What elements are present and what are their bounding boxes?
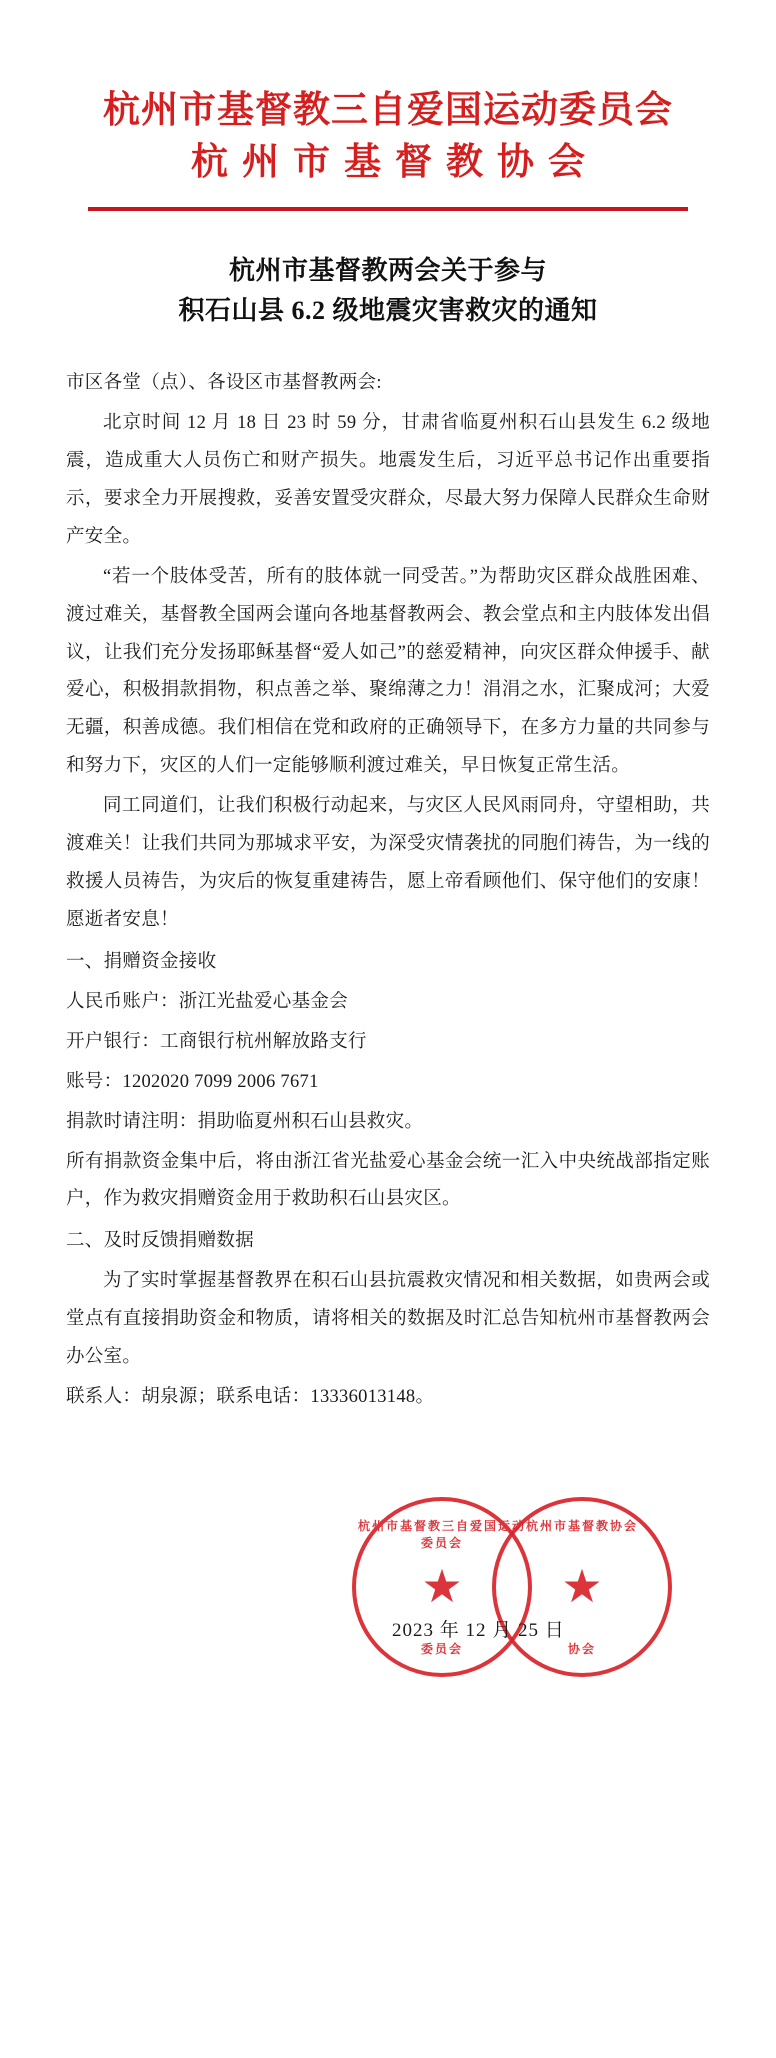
seal-2-top-text: 杭州市基督教协会 — [525, 1518, 638, 1533]
seal-1-top-text: 杭州市基督教三自爱国运动委员会 — [357, 1518, 526, 1550]
paragraph-2: “若一个肢体受苦，所有的肢体就一同受苦。”为帮助灾区群众战胜困难、渡过难关，基督教全国两会谨向各地基督教两会、教会堂点和主内肢体发出倡议，让我们充分发扬耶稣基督“爱人如己”的慈爱精神，向灾区群众伸援手、献爱心，积极捐款捐物，积点善之举、聚绵薄之力！涓涓之水，汇聚成河；大爱无疆，积善成德。我们相信在党和政府的正确领导下，在多方力量的共同参与和努力下，灾区的人们一定能够顺利渡过难关，早日恢复正常生活。 — [66, 566, 710, 777]
seal-1-bottom-text: 委员会 — [420, 1641, 463, 1656]
section-1-line-1: 人民币账户：浙江光盐爱心基金会 — [66, 991, 349, 1012]
letterhead-line-1: 杭州市基督教三自爱国运动委员会 — [103, 87, 673, 131]
section-1-line-3: 账号：1202020 7099 2006 7671 — [66, 1071, 319, 1092]
seal-2-bottom-text: 协会 — [567, 1641, 596, 1656]
section-2-contact: 联系人：胡泉源；联系电话：13336013148。 — [66, 1387, 435, 1408]
section-2-paragraph-1: 为了实时掌握基督教界在积石山县抗震救灾情况和相关数据，如贵两会或堂点有直接捐助资金和物质，请将相关的数据及时汇总告知杭州市基督教两会办公室。 — [66, 1271, 710, 1368]
title-line-2: 积石山县 6.2 级地震灾害救灾的通知 — [178, 295, 598, 325]
section-1-line-2: 开户银行：工商银行杭州解放路支行 — [66, 1031, 367, 1052]
paragraph-3: 同工同道们，让我们积极行动起来，与灾区人民风雨同舟，守望相助，共渡难关！让我们共同为那城求平安，为深受灾情袭扰的同胞们祷告，为一线的救援人员祷告，为灾后的恢复重建祷告，愿上帝看顾他们、保守他们的安康！愿逝者安息！ — [66, 796, 710, 930]
section-2-heading: 二、及时反馈捐赠数据 — [66, 1231, 255, 1252]
letterhead-divider — [88, 207, 688, 211]
page-title — [74, 251, 702, 332]
section-1-line-4: 捐款时请注明：捐助临夏州积石山县救灾。 — [66, 1111, 424, 1132]
section-1-heading: 一、捐赠资金接收 — [66, 951, 217, 972]
letterhead — [0, 0, 776, 211]
star-icon-2: ★ — [561, 1560, 603, 1612]
document-date: 2023 年 12 月 25 日 — [392, 1619, 565, 1641]
document-body — [66, 365, 710, 1417]
paragraph-1: 北京时间 12 月 18 日 23 时 59 分，甘肃省临夏州积石山县发生 6.2 级地震，造成重大人员伤亡和财产损失。地震发生后，习近平总书记作出重要指示，要求全力开展搜救，妥善安置受灾群众，尽最大努力保障人民群众生命财产安全。 — [66, 413, 710, 547]
star-icon: ★ — [421, 1560, 463, 1612]
official-seal-association-icon — [492, 1497, 672, 1677]
seal-area — [0, 1487, 776, 1717]
title-line-1: 杭州市基督教两会关于参与 — [228, 255, 547, 285]
section-1-line-5: 所有捐款资金集中后，将由浙江省光盐爱心基金会统一汇入中央统战部指定账户，作为救灾捐赠资金用于救助积石山县灾区。 — [66, 1151, 710, 1210]
letterhead-line-2: 杭州市基督教协会 — [191, 139, 599, 184]
salutation: 市区各堂（点）、各设区市基督教两会: — [66, 373, 382, 394]
